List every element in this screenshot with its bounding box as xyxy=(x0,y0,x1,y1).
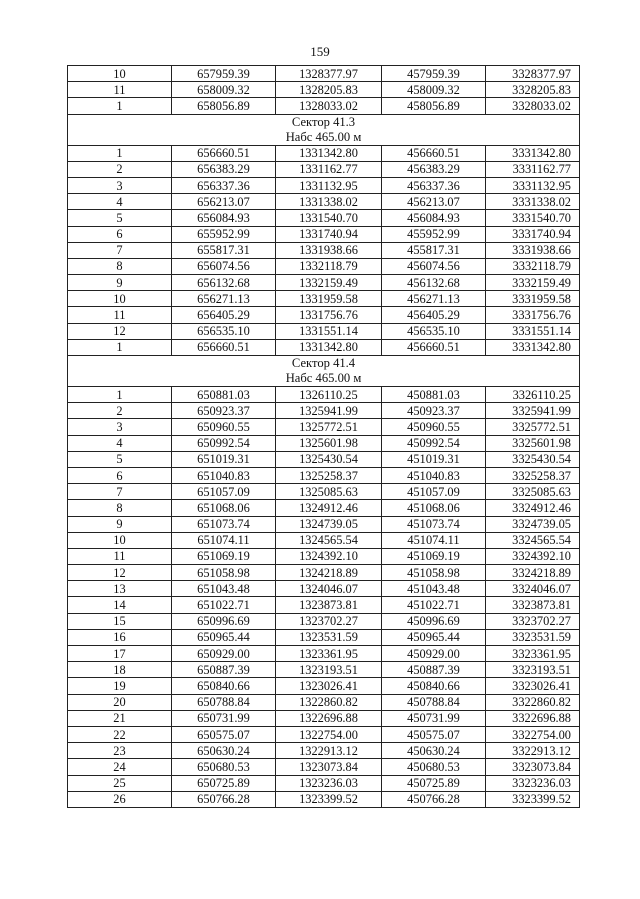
table-row xyxy=(68,82,580,98)
x-coordinate-cell: 650731.99 xyxy=(172,710,276,726)
point-number-cell: 23 xyxy=(68,743,172,759)
y-coordinate-cell: 1328205.83 xyxy=(276,82,382,98)
x-coordinate-cell: 656405.29 xyxy=(172,307,276,323)
y-local-cell: 3331338.02 xyxy=(486,194,580,210)
y-coordinate-cell: 1331342.80 xyxy=(276,145,382,161)
point-number-cell: 5 xyxy=(68,210,172,226)
y-local-cell: 3323399.52 xyxy=(486,791,580,807)
y-coordinate-cell: 1326110.25 xyxy=(276,387,382,403)
sector-elevation: Набс 465.00 м xyxy=(285,129,362,144)
table-row xyxy=(68,710,580,726)
y-local-cell: 3324046.07 xyxy=(486,581,580,597)
x-local-cell: 456271.13 xyxy=(382,291,486,307)
table-row xyxy=(68,177,580,193)
x-coordinate-cell: 657959.39 xyxy=(172,66,276,82)
table-row xyxy=(68,743,580,759)
y-local-cell: 3324218.89 xyxy=(486,565,580,581)
x-coordinate-cell: 651043.48 xyxy=(172,581,276,597)
y-coordinate-cell: 1322860.82 xyxy=(276,694,382,710)
y-coordinate-cell: 1323236.03 xyxy=(276,775,382,791)
y-local-cell: 3331756.76 xyxy=(486,307,580,323)
table-row xyxy=(68,242,580,258)
x-coordinate-cell: 650788.84 xyxy=(172,694,276,710)
y-coordinate-cell: 1322696.88 xyxy=(276,710,382,726)
x-coordinate-cell: 656535.10 xyxy=(172,323,276,339)
x-coordinate-cell: 650992.54 xyxy=(172,435,276,451)
x-local-cell: 451022.71 xyxy=(382,597,486,613)
y-local-cell: 3325085.63 xyxy=(486,484,580,500)
x-coordinate-cell: 650575.07 xyxy=(172,726,276,742)
y-local-cell: 3324912.46 xyxy=(486,500,580,516)
x-coordinate-cell: 656271.13 xyxy=(172,291,276,307)
table-row xyxy=(68,662,580,678)
x-coordinate-cell: 650929.00 xyxy=(172,646,276,662)
x-coordinate-cell: 658009.32 xyxy=(172,82,276,98)
x-local-cell: 456337.36 xyxy=(382,177,486,193)
x-local-cell: 450680.53 xyxy=(382,759,486,775)
sector-header-cell xyxy=(68,114,580,145)
x-local-cell: 450881.03 xyxy=(382,387,486,403)
table-row xyxy=(68,275,580,291)
point-number-cell: 7 xyxy=(68,242,172,258)
x-local-cell: 456660.51 xyxy=(382,145,486,161)
y-coordinate-cell: 1324565.54 xyxy=(276,532,382,548)
x-local-cell: 450992.54 xyxy=(382,435,486,451)
y-local-cell: 3322913.12 xyxy=(486,743,580,759)
x-local-cell: 456405.29 xyxy=(382,307,486,323)
y-local-cell: 3323531.59 xyxy=(486,629,580,645)
y-coordinate-cell: 1323399.52 xyxy=(276,791,382,807)
x-coordinate-cell: 658056.89 xyxy=(172,98,276,114)
table-row xyxy=(68,451,580,467)
y-local-cell: 3331959.58 xyxy=(486,291,580,307)
table-row xyxy=(68,791,580,807)
y-coordinate-cell: 1331756.76 xyxy=(276,307,382,323)
x-local-cell: 451069.19 xyxy=(382,548,486,564)
x-coordinate-cell: 651057.09 xyxy=(172,484,276,500)
x-local-cell: 451074.11 xyxy=(382,532,486,548)
x-local-cell: 450630.24 xyxy=(382,743,486,759)
point-number-cell: 24 xyxy=(68,759,172,775)
x-local-cell: 456660.51 xyxy=(382,339,486,355)
y-local-cell: 3322860.82 xyxy=(486,694,580,710)
x-coordinate-cell: 655952.99 xyxy=(172,226,276,242)
y-coordinate-cell: 1323073.84 xyxy=(276,759,382,775)
point-number-cell: 2 xyxy=(68,161,172,177)
table-row xyxy=(68,291,580,307)
table-row xyxy=(68,678,580,694)
point-number-cell: 25 xyxy=(68,775,172,791)
x-coordinate-cell: 656084.93 xyxy=(172,210,276,226)
y-local-cell: 3332118.79 xyxy=(486,258,580,274)
x-coordinate-cell: 656074.56 xyxy=(172,258,276,274)
point-number-cell: 1 xyxy=(68,145,172,161)
y-local-cell: 3331342.80 xyxy=(486,145,580,161)
y-coordinate-cell: 1323193.51 xyxy=(276,662,382,678)
y-coordinate-cell: 1324739.05 xyxy=(276,516,382,532)
point-number-cell: 12 xyxy=(68,323,172,339)
y-local-cell: 3323361.95 xyxy=(486,646,580,662)
x-coordinate-cell: 650725.89 xyxy=(172,775,276,791)
y-coordinate-cell: 1324912.46 xyxy=(276,500,382,516)
point-number-cell: 4 xyxy=(68,194,172,210)
y-local-cell: 3325258.37 xyxy=(486,467,580,483)
point-number-cell: 8 xyxy=(68,258,172,274)
table-row xyxy=(68,339,580,355)
table-row xyxy=(68,210,580,226)
table-row xyxy=(68,565,580,581)
coordinates-table xyxy=(67,65,580,808)
point-number-cell: 4 xyxy=(68,435,172,451)
x-coordinate-cell: 651074.11 xyxy=(172,532,276,548)
x-coordinate-cell: 650996.69 xyxy=(172,613,276,629)
y-local-cell: 3323073.84 xyxy=(486,759,580,775)
x-local-cell: 450929.00 xyxy=(382,646,486,662)
y-coordinate-cell: 1325772.51 xyxy=(276,419,382,435)
y-coordinate-cell: 1325430.54 xyxy=(276,451,382,467)
y-coordinate-cell: 1324046.07 xyxy=(276,581,382,597)
table-row xyxy=(68,145,580,161)
point-number-cell: 18 xyxy=(68,662,172,678)
x-local-cell: 458009.32 xyxy=(382,82,486,98)
x-coordinate-cell: 656660.51 xyxy=(172,339,276,355)
point-number-cell: 20 xyxy=(68,694,172,710)
x-coordinate-cell: 656337.36 xyxy=(172,177,276,193)
point-number-cell: 15 xyxy=(68,613,172,629)
point-number-cell: 11 xyxy=(68,548,172,564)
point-number-cell: 21 xyxy=(68,710,172,726)
x-coordinate-cell: 656213.07 xyxy=(172,194,276,210)
point-number-cell: 10 xyxy=(68,291,172,307)
x-coordinate-cell: 651040.83 xyxy=(172,467,276,483)
y-coordinate-cell: 1331938.66 xyxy=(276,242,382,258)
x-local-cell: 451073.74 xyxy=(382,516,486,532)
y-local-cell: 3331540.70 xyxy=(486,210,580,226)
point-number-cell: 1 xyxy=(68,339,172,355)
y-coordinate-cell: 1331551.14 xyxy=(276,323,382,339)
table-row xyxy=(68,161,580,177)
point-number-cell: 12 xyxy=(68,565,172,581)
table-row xyxy=(68,646,580,662)
point-number-cell: 14 xyxy=(68,597,172,613)
table-row xyxy=(68,694,580,710)
point-number-cell: 22 xyxy=(68,726,172,742)
y-coordinate-cell: 1325085.63 xyxy=(276,484,382,500)
sector-header-row xyxy=(68,114,580,145)
y-local-cell: 3328205.83 xyxy=(486,82,580,98)
point-number-cell: 2 xyxy=(68,403,172,419)
y-coordinate-cell: 1331740.94 xyxy=(276,226,382,242)
y-coordinate-cell: 1331338.02 xyxy=(276,194,382,210)
y-local-cell: 3326110.25 xyxy=(486,387,580,403)
point-number-cell: 19 xyxy=(68,678,172,694)
x-local-cell: 450996.69 xyxy=(382,613,486,629)
table-row xyxy=(68,387,580,403)
y-coordinate-cell: 1322913.12 xyxy=(276,743,382,759)
x-local-cell: 450887.39 xyxy=(382,662,486,678)
y-local-cell: 3324739.05 xyxy=(486,516,580,532)
x-local-cell: 451068.06 xyxy=(382,500,486,516)
y-coordinate-cell: 1331162.77 xyxy=(276,161,382,177)
y-local-cell: 3323193.51 xyxy=(486,662,580,678)
x-local-cell: 451057.09 xyxy=(382,484,486,500)
point-number-cell: 9 xyxy=(68,516,172,532)
x-local-cell: 456074.56 xyxy=(382,258,486,274)
x-coordinate-cell: 650881.03 xyxy=(172,387,276,403)
table-row xyxy=(68,467,580,483)
y-coordinate-cell: 1331342.80 xyxy=(276,339,382,355)
x-local-cell: 451019.31 xyxy=(382,451,486,467)
y-local-cell: 3325601.98 xyxy=(486,435,580,451)
y-local-cell: 3323236.03 xyxy=(486,775,580,791)
y-local-cell: 3324392.10 xyxy=(486,548,580,564)
point-number-cell: 1 xyxy=(68,98,172,114)
table-row xyxy=(68,597,580,613)
x-coordinate-cell: 650766.28 xyxy=(172,791,276,807)
x-coordinate-cell: 650960.55 xyxy=(172,419,276,435)
x-coordinate-cell: 651069.19 xyxy=(172,548,276,564)
table-row xyxy=(68,307,580,323)
point-number-cell: 9 xyxy=(68,275,172,291)
y-local-cell: 3322754.00 xyxy=(486,726,580,742)
x-local-cell: 455952.99 xyxy=(382,226,486,242)
y-local-cell: 3325941.99 xyxy=(486,403,580,419)
table-row xyxy=(68,66,580,82)
y-local-cell: 3325772.51 xyxy=(486,419,580,435)
y-coordinate-cell: 1325601.98 xyxy=(276,435,382,451)
table-row xyxy=(68,532,580,548)
point-number-cell: 10 xyxy=(68,66,172,82)
table-row xyxy=(68,759,580,775)
point-number-cell: 10 xyxy=(68,532,172,548)
x-coordinate-cell: 650923.37 xyxy=(172,403,276,419)
table-row xyxy=(68,435,580,451)
y-local-cell: 3322696.88 xyxy=(486,710,580,726)
sector-elevation: Набс 465.00 м xyxy=(285,371,362,385)
x-local-cell: 457959.39 xyxy=(382,66,486,82)
x-local-cell: 455817.31 xyxy=(382,242,486,258)
y-local-cell: 3331132.95 xyxy=(486,177,580,193)
point-number-cell: 1 xyxy=(68,387,172,403)
table-row xyxy=(68,548,580,564)
y-local-cell: 3323026.41 xyxy=(486,678,580,694)
point-number-cell: 6 xyxy=(68,467,172,483)
point-number-cell: 3 xyxy=(68,177,172,193)
table-row xyxy=(68,98,580,114)
point-number-cell: 17 xyxy=(68,646,172,662)
table-row xyxy=(68,775,580,791)
x-coordinate-cell: 650840.66 xyxy=(172,678,276,694)
y-coordinate-cell: 1328033.02 xyxy=(276,98,382,114)
y-coordinate-cell: 1331132.95 xyxy=(276,177,382,193)
x-local-cell: 456132.68 xyxy=(382,275,486,291)
y-coordinate-cell: 1332118.79 xyxy=(276,258,382,274)
y-coordinate-cell: 1323026.41 xyxy=(276,678,382,694)
y-coordinate-cell: 1323702.27 xyxy=(276,613,382,629)
x-local-cell: 450840.66 xyxy=(382,678,486,694)
x-local-cell: 456213.07 xyxy=(382,194,486,210)
y-local-cell: 3328033.02 xyxy=(486,98,580,114)
x-local-cell: 450923.37 xyxy=(382,403,486,419)
y-local-cell: 3331551.14 xyxy=(486,323,580,339)
y-local-cell: 3324565.54 xyxy=(486,532,580,548)
y-local-cell: 3325430.54 xyxy=(486,451,580,467)
table-row xyxy=(68,629,580,645)
y-coordinate-cell: 1323361.95 xyxy=(276,646,382,662)
table-row xyxy=(68,194,580,210)
table-row xyxy=(68,419,580,435)
table-row xyxy=(68,516,580,532)
sector-title: Сектор 41.3 xyxy=(291,114,356,129)
x-local-cell: 451040.83 xyxy=(382,467,486,483)
x-local-cell: 450960.55 xyxy=(382,419,486,435)
point-number-cell: 6 xyxy=(68,226,172,242)
x-local-cell: 451043.48 xyxy=(382,581,486,597)
y-coordinate-cell: 1332159.49 xyxy=(276,275,382,291)
x-local-cell: 450725.89 xyxy=(382,775,486,791)
y-coordinate-cell: 1324392.10 xyxy=(276,548,382,564)
sector-header-row xyxy=(68,356,580,387)
y-coordinate-cell: 1325941.99 xyxy=(276,403,382,419)
y-coordinate-cell: 1331540.70 xyxy=(276,210,382,226)
table-row xyxy=(68,500,580,516)
x-local-cell: 450766.28 xyxy=(382,791,486,807)
x-local-cell: 456383.29 xyxy=(382,161,486,177)
sector-title: Сектор 41.4 xyxy=(291,356,356,370)
point-number-cell: 11 xyxy=(68,82,172,98)
y-local-cell: 3323702.27 xyxy=(486,613,580,629)
table-row xyxy=(68,613,580,629)
y-local-cell: 3328377.97 xyxy=(486,66,580,82)
x-coordinate-cell: 650680.53 xyxy=(172,759,276,775)
point-number-cell: 5 xyxy=(68,451,172,467)
x-coordinate-cell: 650630.24 xyxy=(172,743,276,759)
x-local-cell: 456084.93 xyxy=(382,210,486,226)
coordinates-table-body xyxy=(68,66,580,808)
x-local-cell: 458056.89 xyxy=(382,98,486,114)
x-local-cell: 450575.07 xyxy=(382,726,486,742)
y-local-cell: 3323873.81 xyxy=(486,597,580,613)
y-coordinate-cell: 1325258.37 xyxy=(276,467,382,483)
point-number-cell: 11 xyxy=(68,307,172,323)
y-coordinate-cell: 1328377.97 xyxy=(276,66,382,82)
x-local-cell: 456535.10 xyxy=(382,323,486,339)
page-number: 159 xyxy=(310,44,330,59)
x-coordinate-cell: 651058.98 xyxy=(172,565,276,581)
point-number-cell: 8 xyxy=(68,500,172,516)
x-coordinate-cell: 656383.29 xyxy=(172,161,276,177)
table-row xyxy=(68,323,580,339)
x-coordinate-cell: 655817.31 xyxy=(172,242,276,258)
table-row xyxy=(68,484,580,500)
x-local-cell: 450965.44 xyxy=(382,629,486,645)
y-coordinate-cell: 1323531.59 xyxy=(276,629,382,645)
table-row xyxy=(68,258,580,274)
x-local-cell: 451058.98 xyxy=(382,565,486,581)
y-coordinate-cell: 1323873.81 xyxy=(276,597,382,613)
x-coordinate-cell: 650887.39 xyxy=(172,662,276,678)
x-coordinate-cell: 651073.74 xyxy=(172,516,276,532)
y-local-cell: 3331162.77 xyxy=(486,161,580,177)
x-coordinate-cell: 651019.31 xyxy=(172,451,276,467)
x-coordinate-cell: 656660.51 xyxy=(172,145,276,161)
point-number-cell: 26 xyxy=(68,791,172,807)
x-coordinate-cell: 651068.06 xyxy=(172,500,276,516)
point-number-cell: 13 xyxy=(68,581,172,597)
table-row xyxy=(68,581,580,597)
x-local-cell: 450731.99 xyxy=(382,710,486,726)
x-coordinate-cell: 651022.71 xyxy=(172,597,276,613)
y-coordinate-cell: 1322754.00 xyxy=(276,726,382,742)
y-local-cell: 3332159.49 xyxy=(486,275,580,291)
y-coordinate-cell: 1331959.58 xyxy=(276,291,382,307)
y-coordinate-cell: 1324218.89 xyxy=(276,565,382,581)
x-coordinate-cell: 656132.68 xyxy=(172,275,276,291)
table-row xyxy=(68,403,580,419)
y-local-cell: 3331342.80 xyxy=(486,339,580,355)
point-number-cell: 7 xyxy=(68,484,172,500)
table-row xyxy=(68,726,580,742)
point-number-cell: 3 xyxy=(68,419,172,435)
y-local-cell: 3331938.66 xyxy=(486,242,580,258)
x-coordinate-cell: 650965.44 xyxy=(172,629,276,645)
point-number-cell: 16 xyxy=(68,629,172,645)
y-local-cell: 3331740.94 xyxy=(486,226,580,242)
x-local-cell: 450788.84 xyxy=(382,694,486,710)
sector-header-cell xyxy=(68,356,580,387)
table-row xyxy=(68,226,580,242)
